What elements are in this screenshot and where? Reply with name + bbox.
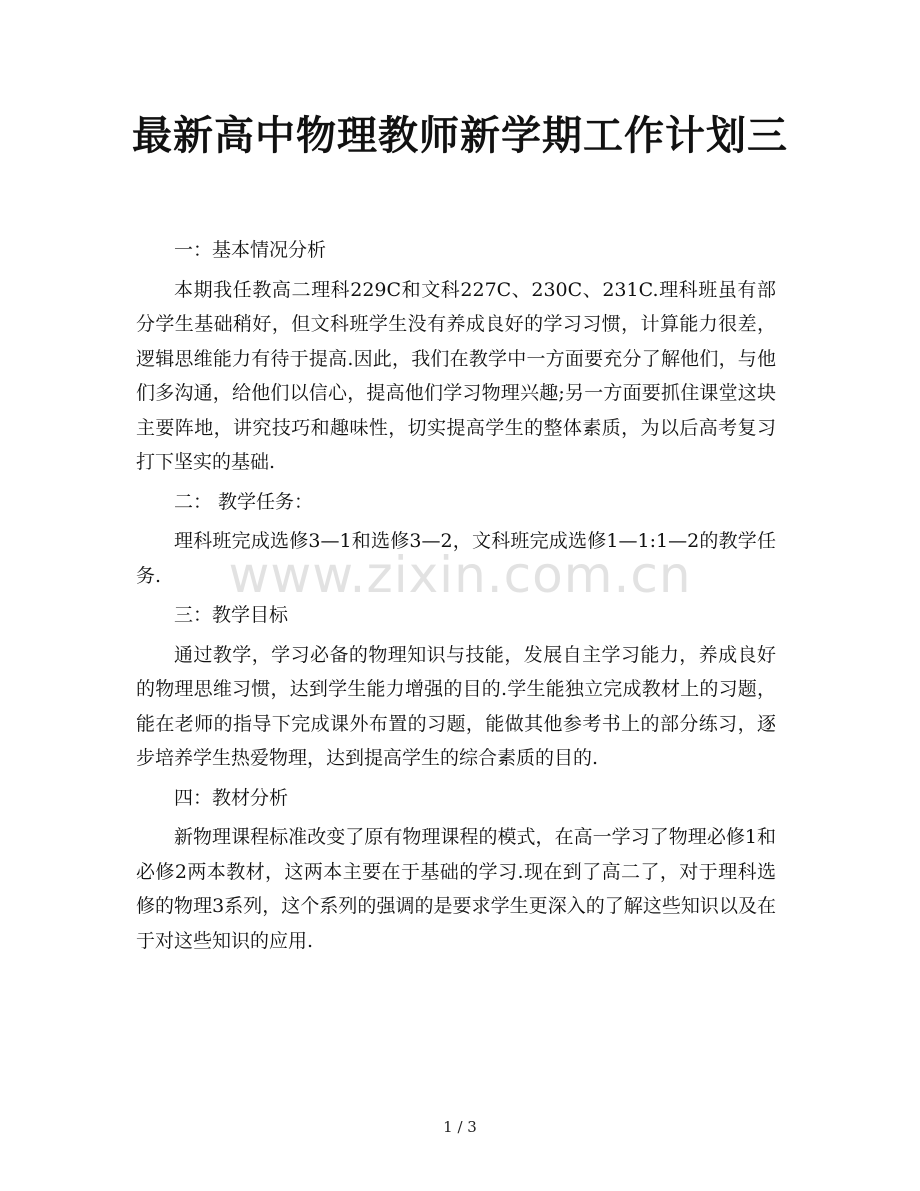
section-heading-4: 四：教材分析 — [174, 786, 289, 809]
section-heading-1: 一：基本情况分析 — [174, 239, 327, 261]
section-paragraph-3: 通过教学，学习必备的物理知识与技能，发展自主学习能力，养成良好的物理思维习惯，达到学生能力增强的目的.学生能独立完成教材上的习题，能在老师的指导下完成课外布置的习题，能做其他参考书上的部分练习，逐步培养学生热爱物理，达到提高学生的综合素质的目的. — [136, 643, 776, 769]
section-paragraph-1: 本期我任教高二理科229C和文科227C、230C、231C.理科班虽有部分学生基础稍好，但文科班学生没有养成良好的学习习惯，计算能力很差，逻辑思维能力有待于提高.因此，我们在教学中一方面要充分了解他们，与他们多沟通，给他们以信心，提高他们学习物理兴趣;另一方面要抓住课堂这块主要阵地，讲究技巧和趣味性，切实提高学生的整体素质，为以后高考复习打下坚实的基础. — [136, 278, 776, 473]
page-number: 1 / 3 — [443, 1118, 477, 1136]
section-paragraph-2: 理科班完成选修3—1和选修3—2，文科班完成选修1—1:1—2的教学任务. — [136, 530, 776, 587]
watermark-text: www.zixin.com.cn — [228, 546, 692, 604]
section-heading-2: 二： 教学任务： — [174, 490, 314, 513]
section-paragraph-4: 新物理课程标准改变了原有物理课程的模式，在高一学习了物理必修1和必修2两本教材，这两本主要在于基础的学习.现在到了高二了，对于理科选修的物理3系列，这个系列的强调的是要求学生更深入的了解这些知识以及在于对这些知识的应用. — [136, 826, 776, 952]
document-title: 最新高中物理教师新学期工作计划三 — [132, 112, 788, 159]
section-heading-3: 三：教学目标 — [174, 604, 289, 626]
